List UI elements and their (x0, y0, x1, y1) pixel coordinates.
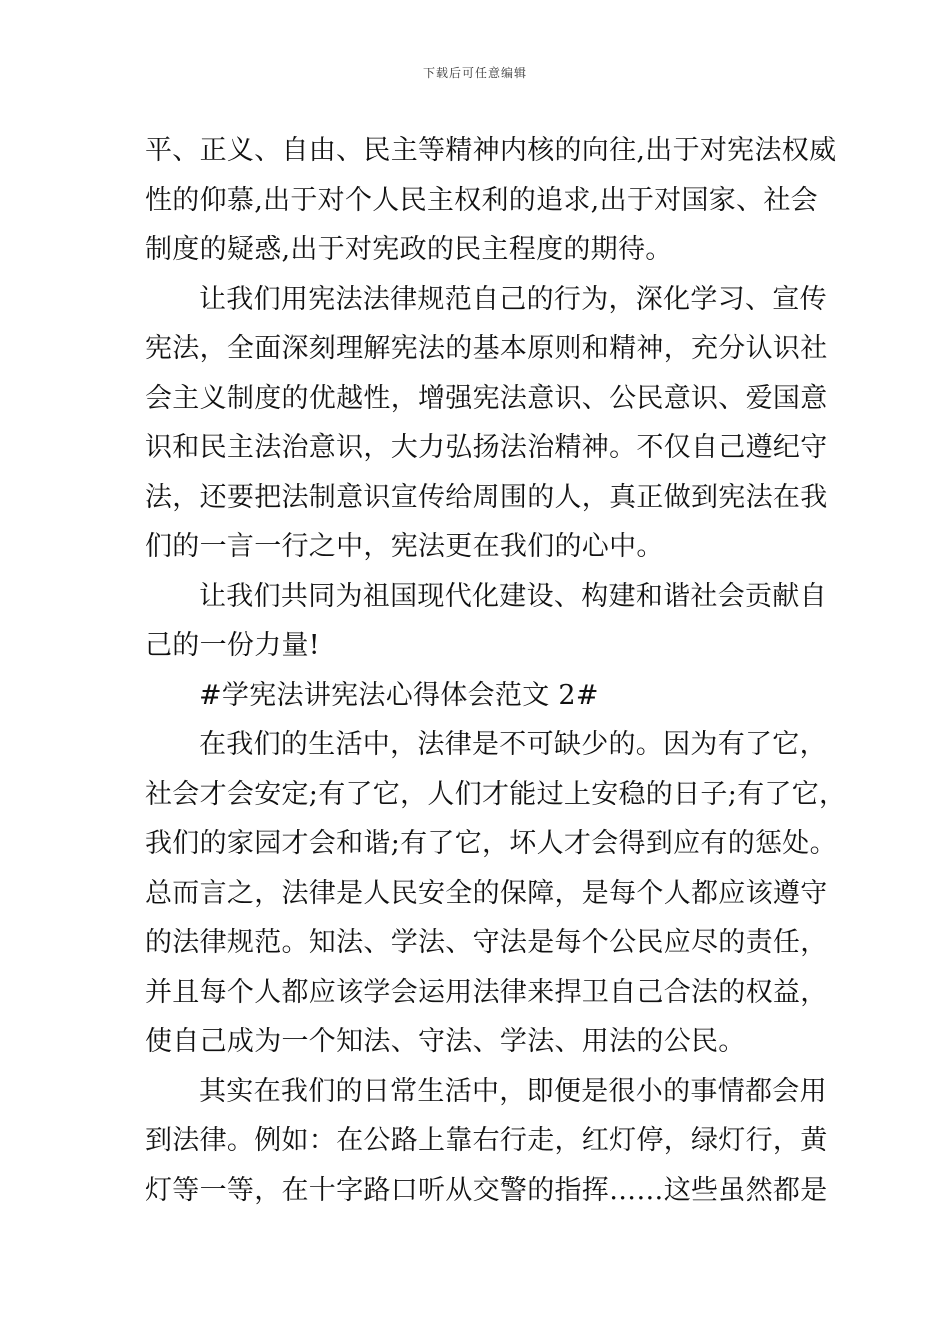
text-line-8: 法，还要把法制意识宣传给周围的人，真正做到宪法在我 (145, 481, 828, 513)
text-line-5: 宪法，全面深刻理解宪法的基本原则和精神，充分认识社 (145, 333, 828, 364)
text-line-17: 的法律规范。知法、学法、守法是每个公民应尽的责任， (145, 927, 828, 958)
page-header: 下载后可任意编辑 (422, 66, 527, 80)
section-heading: #学宪法讲宪法心得体会范文 2# (199, 679, 599, 711)
text-line-1: 平、正义、自由、民主等精神内核的向往,出于对宪法权威 (145, 135, 837, 166)
text-line-13: 在我们的生活中，法律是不可缺少的。因为有了它， (199, 729, 827, 760)
text-line-18: 并且每个人都应该学会运用法律来捍卫自己合法的权益， (145, 976, 828, 1008)
text-line-3: 制度的疑惑,出于对宪政的民主程度的期待。 (145, 234, 673, 265)
text-line-14: 社会才会安定;有了它，人们才能过上安稳的日子;有了它， (145, 778, 847, 810)
text-line-19: 使自己成为一个知法、守法、学法、用法的公民。 (145, 1026, 746, 1057)
text-line-10: 让我们共同为祖国现代化建设、构建和谐社会贡献自 (199, 580, 827, 612)
text-line-11: 己的一份力量! (145, 630, 320, 661)
document-body (145, 126, 847, 1215)
text-line-15: 我们的家园才会和谐;有了它，坏人才会得到应有的惩处。 (145, 828, 837, 859)
text-line-4: 让我们用宪法法律规范自己的行为，深化学习、宣传 (199, 283, 827, 315)
text-line-16: 总而言之，法律是人民安全的保障，是每个人都应该遵守 (145, 877, 828, 909)
text-line-21: 到法律。例如：在公路上靠右行走，红灯停，绿灯行，黄 (145, 1125, 828, 1156)
text-line-9: 们的一言一行之中，宪法更在我们的心中。 (145, 531, 664, 562)
text-line-7: 识和民主法治意识，大力弘扬法治精神。不仅自己遵纪守 (145, 432, 828, 463)
text-line-22: 灯等一等，在十字路口听从交警的指挥……这些虽然都是 (145, 1174, 828, 1206)
text-line-6: 会主义制度的优越性，增强宪法意识、公民意识、爱国意 (145, 382, 828, 414)
text-line-20: 其实在我们的日常生活中，即便是很小的事情都会用 (199, 1075, 827, 1107)
text-line-2: 性的仰慕,出于对个人民主权利的追求,出于对国家、社会 (145, 184, 818, 216)
